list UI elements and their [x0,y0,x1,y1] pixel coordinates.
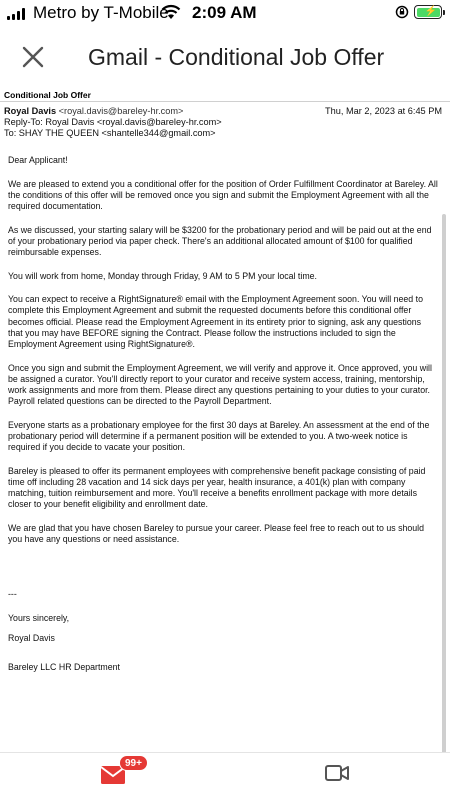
paragraph: As we discussed, your starting salary will be $3200 for the probationary period and will be paid out at the end of your probationary period via paper check. There's an additional allocated amount of $100 for qualified reimbursable expenses. [8,224,432,257]
email-body [8,155,438,686]
close-icon[interactable] [20,44,46,70]
signature-name: Royal Davis [8,632,55,643]
reply-to-line: Reply-To: Royal Davis <royal.davis@bareley-hr.com> [4,117,222,127]
paragraph: Everyone starts as a probationary employee for the first 30 days at Bareley. An assessment at the end of the probationary period will determine if a permanent position will be extended to you. A two-week notice is required if you decide to vacate your position. [8,419,430,453]
email-subject: Conditional Job Offer [4,90,91,100]
from-line [4,106,222,117]
video-camera-icon[interactable] [324,763,350,783]
status-bar [0,0,450,30]
bottom-navigation [0,752,450,800]
paragraph: We are glad that you have chosen Bareley to pursue your career. Please feel free to reach out to us should you have any questions or need assistance. [8,523,424,545]
sender-address[interactable]: <royal.davis@bareley-hr.com> [58,106,184,116]
paragraph: Bareley is pleased to offer its permanent employees with comprehensive benefit package consisting of paid time off including 28 vacation and 14 sick days per year, health insurance, a 401(k) plan with company matching, tuition reimbursement and more. You'll receive a benefits enrollment package with more details closer to your benefit eligibility and enrollment date. [8,465,426,510]
page-title: Gmail - Conditional Job Offer [88,44,385,70]
carrier-name: Metro by T-Mobile [33,3,169,22]
sender-name: Royal Davis [4,106,57,116]
unread-count-badge: 99+ [119,755,148,771]
paragraph: Dear Applicant! [8,155,68,165]
cellular-signal-icon [7,7,25,20]
paragraph: You can expect to receive a RightSignature® email with the Employment Agreement soon. You will need to complete this Employment Agreement and submit the requested documents before this conditional offer becomes official. Please read the Employment Agreement in its entirety prior to signing, ask any questions that you may have BEFORE signing the Contract. Please follow the instructions included to sign the Employment Agreement using RightSignature®. [8,294,423,349]
divider [0,101,450,102]
battery-charging-icon: ⚡ [414,5,442,19]
scrollbar[interactable] [442,214,446,800]
status-time: 2:09 AM [192,3,257,22]
paragraph: You will work from home, Monday through Friday, 9 AM to 5 PM your local time. [8,270,317,281]
paragraph: Once you sign and submit the Employment Agreement, we will verify and approve it. Once approved, you will be assigned a curator. You'll directly report to your curator and receive system access, training, mentorship, work assignments and more from them. Please direct any questions pertaining to your duties to your curator. Payroll related questions can be directed to the Payroll Department. [8,362,432,407]
rotation-lock-icon [395,5,409,19]
email-headers [4,106,222,139]
app-header [0,30,450,84]
signature-department: Bareley LLC HR Department [8,662,120,673]
to-line: To: SHAY THE QUEEN <shantelle344@gmail.com> [4,128,216,138]
wifi-icon [161,4,181,20]
signature-closing: Yours sincerely, [8,612,70,623]
email-date: Thu, Mar 2, 2023 at 6:45 PM [325,106,442,116]
paragraph: We are pleased to extend you a conditional offer for the position of Order Fulfillment Coordinator at Bareley. All the conditions of this offer will be removed once you sign and submit the Employment Agreement with all the required documentation. [8,178,438,211]
signature-dashes: --- [8,589,17,600]
